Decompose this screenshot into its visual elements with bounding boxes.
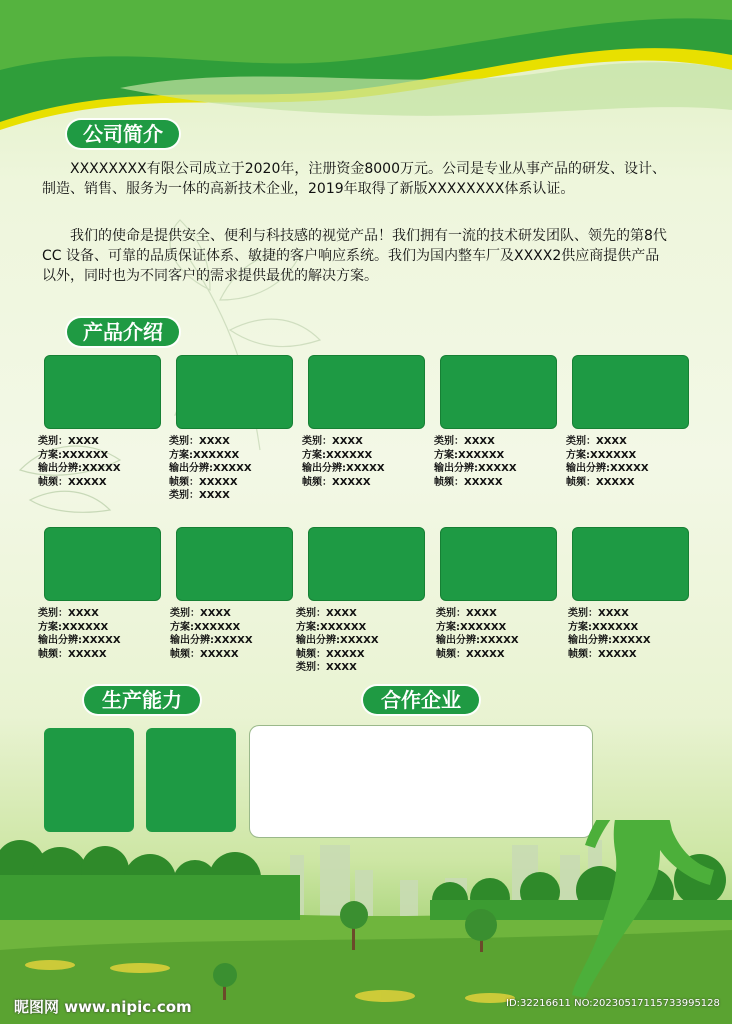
product-image [44, 527, 161, 601]
spec-category: 类别：XXXX [296, 608, 357, 619]
spec-category: 类别：XXXX [568, 608, 629, 619]
product-specs [436, 607, 519, 661]
spec-framerate: 帧频：XXXXX [566, 476, 635, 488]
watermark-logo: 昵图网 www.nipic.com [14, 998, 192, 1016]
spec-scheme: 方案:XXXXXX [38, 621, 109, 633]
spec-scheme: 方案:XXXXXX [169, 449, 240, 461]
spec-scheme: 方案:XXXXXX [296, 621, 367, 633]
spec-scheme: 方案:XXXXXX [568, 621, 639, 633]
spec-scheme: 方案:XXXXXX [566, 449, 637, 461]
intro-paragraph-1: XXXXXXXX有限公司成立于2020年，注册资金8000万元。公司是专业从事产品的研发、设计、制造、销售、服务为一体的高新技术企业，2019年取得了新版XXXXXXXX体系认证。 [42, 161, 666, 197]
section-title-capacity: 生产能力 [84, 686, 200, 714]
spec-category: 类别：XXXX [566, 436, 627, 447]
product-specs [296, 607, 379, 675]
section-title-products: 产品介绍 [67, 318, 179, 346]
product-image [440, 527, 557, 601]
spec-category: 类别：XXXX [296, 662, 357, 674]
spec-framerate: 帧频：XXXXX [568, 648, 637, 660]
spec-category: 类别：XXXX [434, 436, 495, 447]
product-image [308, 527, 425, 601]
spec-scheme: 方案:XXXXXX [302, 449, 373, 461]
spec-resolution: 输出分辨:XXXXX [38, 463, 121, 475]
product-specs [170, 607, 253, 661]
spec-framerate: 帧频：XXXXX [38, 648, 107, 660]
product-image [44, 355, 161, 429]
spec-framerate: 帧频：XXXXX [170, 648, 239, 660]
spec-category: 类别：XXXX [169, 436, 230, 447]
spec-resolution: 输出分辨:XXXXX [434, 463, 517, 475]
spec-scheme: 方案:XXXXXX [436, 621, 507, 633]
spec-framerate: 帧频：XXXXX [38, 476, 107, 488]
spec-resolution: 输出分辨:XXXXX [302, 463, 385, 475]
spec-category: 类别：XXXX [436, 608, 497, 619]
spec-scheme: 方案:XXXXXX [38, 449, 109, 461]
product-specs [434, 435, 517, 489]
product-specs [38, 435, 121, 489]
spec-category: 类别：XXXX [170, 608, 231, 619]
intro-paragraph-2: 我们的使命是提供安全、便利与科技感的视觉产品！我们拥有一流的技术研发团队、领先的第8代 CC 设备、可靠的品质保证体系、敏捷的客户响应系统。我们为国内整车厂及XXXX2供应商提供产品以外，同时也为不同客户的需求提供最优的解决方案。 [42, 228, 667, 284]
watermark-id: ID:32216611 NO:20230517115733995128 [506, 998, 720, 1009]
capacity-image [146, 728, 236, 832]
product-specs [566, 435, 649, 489]
spec-category: 类别：XXXX [169, 490, 230, 502]
spec-framerate: 帧频：XXXXX [434, 476, 503, 488]
spec-framerate: 帧频：XXXXX [169, 476, 238, 488]
spec-resolution: 输出分辨:XXXXX [170, 635, 253, 647]
product-specs [568, 607, 651, 661]
spec-category: 类别：XXXX [302, 436, 363, 447]
product-specs [302, 435, 385, 489]
product-specs [38, 607, 121, 661]
landscape-illustration [0, 820, 732, 1024]
spec-resolution: 输出分辨:XXXXX [169, 463, 252, 475]
spec-category: 类别：XXXX [38, 436, 99, 447]
spec-framerate: 帧频：XXXXX [436, 648, 505, 660]
spec-scheme: 方案:XXXXXX [170, 621, 241, 633]
spec-resolution: 输出分辨:XXXXX [38, 635, 121, 647]
spec-resolution: 输出分辨:XXXXX [296, 635, 379, 647]
product-specs [169, 435, 252, 503]
spec-framerate: 帧频：XXXXX [296, 648, 365, 660]
capacity-image [44, 728, 134, 832]
spec-resolution: 输出分辨:XXXXX [436, 635, 519, 647]
top-wave-decoration [0, 0, 732, 140]
section-title-partners: 合作企业 [363, 686, 479, 714]
product-image [176, 355, 293, 429]
product-image [176, 527, 293, 601]
product-image [308, 355, 425, 429]
spec-framerate: 帧频：XXXXX [302, 476, 371, 488]
section-title-intro: 公司简介 [67, 120, 179, 148]
product-image [440, 355, 557, 429]
product-image [572, 527, 689, 601]
spec-scheme: 方案:XXXXXX [434, 449, 505, 461]
spec-resolution: 输出分辨:XXXXX [566, 463, 649, 475]
product-image [572, 355, 689, 429]
spec-resolution: 输出分辨:XXXXX [568, 635, 651, 647]
spec-category: 类别：XXXX [38, 608, 99, 619]
